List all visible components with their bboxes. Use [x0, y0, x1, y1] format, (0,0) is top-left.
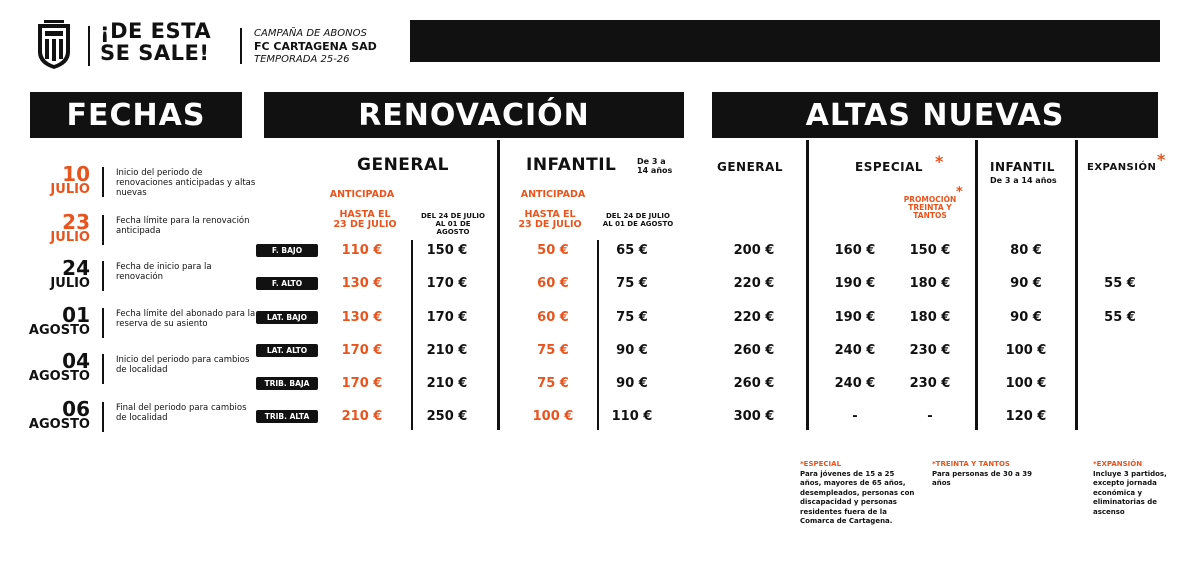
- date-day: 23: [62, 210, 90, 234]
- price-ren-gen-ant: 210 €: [341, 409, 383, 424]
- ren-inf-del: DEL 24 DE JULIO AL 01 DE AGOSTO: [602, 212, 674, 228]
- header-divider-2: [240, 28, 242, 64]
- price-ren-inf-ant: 100 €: [532, 409, 574, 424]
- alta-divider-2: [975, 140, 978, 430]
- ren-gen-anticipada: ANTICIPADA: [329, 189, 395, 200]
- section-renovacion: RENOVACIÓN: [264, 92, 684, 138]
- price-alta-promo: 230 €: [909, 376, 951, 391]
- header-bar: [410, 20, 1160, 62]
- date-divider: [102, 402, 104, 432]
- price-ren-inf-ant: 75 €: [537, 343, 569, 358]
- price-alta-promo: 180 €: [909, 276, 951, 291]
- date-month: AGOSTO: [28, 417, 90, 432]
- price-alta-esp: 190 €: [834, 310, 876, 325]
- date-description: Inicio del periodo para cambios de localidad: [116, 355, 250, 375]
- note-especial: [800, 460, 915, 527]
- price-alta-esp: -: [852, 409, 858, 424]
- note-expansion-star: *: [1093, 460, 1097, 468]
- date-day: 24: [62, 256, 90, 280]
- price-ren-gen: 210 €: [426, 343, 468, 358]
- ren-inf-anticipada: ANTICIPADA: [520, 189, 586, 200]
- price-ren-inf: 65 €: [616, 243, 648, 258]
- alta-general-label: GENERAL: [717, 160, 783, 174]
- date-description: Inicio del periodo de renovaciones anticipadas y altas nuevas: [116, 168, 256, 198]
- date-description: Final del periodo para cambios de localidad: [116, 403, 247, 423]
- ren-divider: [497, 140, 500, 430]
- zone-label: LAT. ALTO: [256, 344, 318, 357]
- price-ren-gen-ant: 110 €: [341, 243, 383, 258]
- price-ren-gen-ant: 170 €: [341, 343, 383, 358]
- campaign-info: [254, 27, 377, 66]
- price-alta-gen: 300 €: [733, 409, 775, 424]
- zone-label: TRIB. ALTA: [256, 410, 318, 423]
- price-ren-inf-ant: 50 €: [537, 243, 569, 258]
- note-treinta-star: *: [932, 460, 936, 468]
- price-alta-esp: 240 €: [834, 343, 876, 358]
- ren-infantil-label: INFANTIL: [526, 155, 617, 175]
- section-fechas: FECHAS: [30, 92, 242, 138]
- campaign-line-1: CAMPAÑA DE ABONOS: [254, 28, 367, 39]
- price-ren-inf: 110 €: [611, 409, 653, 424]
- alta-divider-1: [806, 140, 809, 430]
- price-ren-inf-ant: 60 €: [537, 276, 569, 291]
- ren-general-label: GENERAL: [357, 155, 449, 175]
- price-ren-gen: 210 €: [426, 376, 468, 391]
- date-divider: [102, 215, 104, 245]
- date-month: AGOSTO: [28, 369, 90, 384]
- date-description: Fecha límite para la renovación anticipada: [116, 216, 250, 236]
- date-description: Fecha límite del abonado para la reserva de su asiento: [116, 309, 256, 329]
- price-ren-gen-ant: 170 €: [341, 376, 383, 391]
- price-ren-gen: 170 €: [426, 276, 468, 291]
- zone-label: F. BAJO: [256, 244, 318, 257]
- price-alta-gen: 260 €: [733, 376, 775, 391]
- price-alta-inf: 100 €: [1005, 343, 1047, 358]
- price-alta-esp: 190 €: [834, 276, 876, 291]
- price-alta-gen: 220 €: [733, 276, 775, 291]
- price-ren-gen: 250 €: [426, 409, 468, 424]
- price-alta-gen: 200 €: [733, 243, 775, 258]
- price-alta-inf: 80 €: [1010, 243, 1042, 258]
- date-month: JULIO: [50, 230, 90, 245]
- price-alta-promo: 150 €: [909, 243, 951, 258]
- price-alta-inf: 120 €: [1005, 409, 1047, 424]
- price-alta-esp: 160 €: [834, 243, 876, 258]
- date-divider: [102, 167, 104, 197]
- price-alta-promo: 180 €: [909, 310, 951, 325]
- date-month: JULIO: [50, 276, 90, 291]
- date-day: 01: [62, 303, 90, 327]
- ren-gen-del: DEL 24 DE JULIO AL 01 DE AGOSTO: [420, 212, 485, 236]
- club-crest-icon: [36, 20, 72, 70]
- ren-gen-hasta: HASTA EL 23 DE JULIO: [333, 209, 397, 230]
- price-alta-gen: 260 €: [733, 343, 775, 358]
- price-ren-inf: 90 €: [616, 343, 648, 358]
- price-ren-inf: 90 €: [616, 376, 648, 391]
- price-ren-gen: 170 €: [426, 310, 468, 325]
- date-day: 10: [62, 162, 90, 186]
- ren-infantil-age: De 3 a 14 años: [637, 157, 673, 175]
- alta-expansion-label: EXPANSIÓN: [1087, 162, 1157, 173]
- date-divider: [102, 308, 104, 338]
- price-alta-exp: 55 €: [1104, 310, 1136, 325]
- note-expansion-text: Incluye 3 partidos, excepto jornada económica y eliminatorias de ascenso: [1093, 469, 1167, 516]
- price-ren-inf: 75 €: [616, 310, 648, 325]
- ren-inf-inner-divider: [597, 240, 599, 430]
- expansion-star: *: [1157, 150, 1166, 169]
- slogan-line-1: ¡DE ESTA: [100, 19, 212, 43]
- alta-especial-label: ESPECIAL: [855, 160, 924, 174]
- slogan-line-2: SE SALE!: [100, 41, 210, 65]
- zone-label: F. ALTO: [256, 277, 318, 290]
- note-expansion-title: EXPANSIÓN: [1096, 460, 1143, 468]
- price-ren-inf-ant: 60 €: [537, 310, 569, 325]
- date-month: AGOSTO: [28, 323, 90, 338]
- note-treinta: [932, 460, 1052, 489]
- price-alta-promo: -: [927, 409, 933, 424]
- date-divider: [102, 261, 104, 291]
- price-alta-inf: 90 €: [1010, 276, 1042, 291]
- price-alta-exp: 55 €: [1104, 276, 1136, 291]
- price-alta-promo: 230 €: [909, 343, 951, 358]
- note-treinta-text: Para personas de 30 a 39 años: [932, 469, 1033, 487]
- price-alta-gen: 220 €: [733, 310, 775, 325]
- date-month: JULIO: [50, 182, 90, 197]
- slogan: [100, 20, 211, 64]
- ren-inf-hasta: HASTA EL 23 DE JULIO: [518, 209, 582, 230]
- note-treinta-title: TREINTA Y TANTOS: [935, 460, 1010, 468]
- promocion-star: *: [956, 185, 963, 200]
- campaign-club: FC CARTAGENA SAD: [254, 40, 377, 53]
- zone-label: LAT. BAJO: [256, 311, 318, 324]
- alta-promocion-label: PROMOCIÓN TREINTA Y TANTOS: [903, 195, 957, 220]
- campaign-season: TEMPORADA 25-26: [254, 54, 350, 65]
- zone-label: TRIB. BAJA: [256, 377, 318, 390]
- date-day: 04: [62, 349, 90, 373]
- date-description: Fecha de inicio para la renovación: [116, 262, 212, 282]
- alta-infantil-label: INFANTIL: [990, 160, 1055, 174]
- price-ren-inf: 75 €: [616, 276, 648, 291]
- note-especial-text: Para jóvenes de 15 a 25 años, mayores de 65 años, desempleados, personas con discapacidad y personas residentes fuera de la Comarca de Cartagena.: [800, 469, 915, 525]
- note-especial-star: *: [800, 460, 804, 468]
- ren-gen-inner-divider: [411, 240, 413, 430]
- price-ren-gen-ant: 130 €: [341, 310, 383, 325]
- price-ren-inf-ant: 75 €: [537, 376, 569, 391]
- price-alta-inf: 90 €: [1010, 310, 1042, 325]
- date-divider: [102, 354, 104, 384]
- note-especial-title: ESPECIAL: [803, 460, 842, 468]
- alta-infantil-age: De 3 a 14 años: [990, 176, 1057, 185]
- header-divider: [88, 26, 90, 66]
- especial-star: *: [935, 152, 944, 171]
- note-expansion: [1093, 460, 1188, 517]
- alta-divider-3: [1075, 140, 1078, 430]
- price-ren-gen: 150 €: [426, 243, 468, 258]
- section-altas-nuevas: ALTAS NUEVAS: [712, 92, 1158, 138]
- price-alta-esp: 240 €: [834, 376, 876, 391]
- price-alta-inf: 100 €: [1005, 376, 1047, 391]
- price-ren-gen-ant: 130 €: [341, 276, 383, 291]
- date-day: 06: [62, 397, 90, 421]
